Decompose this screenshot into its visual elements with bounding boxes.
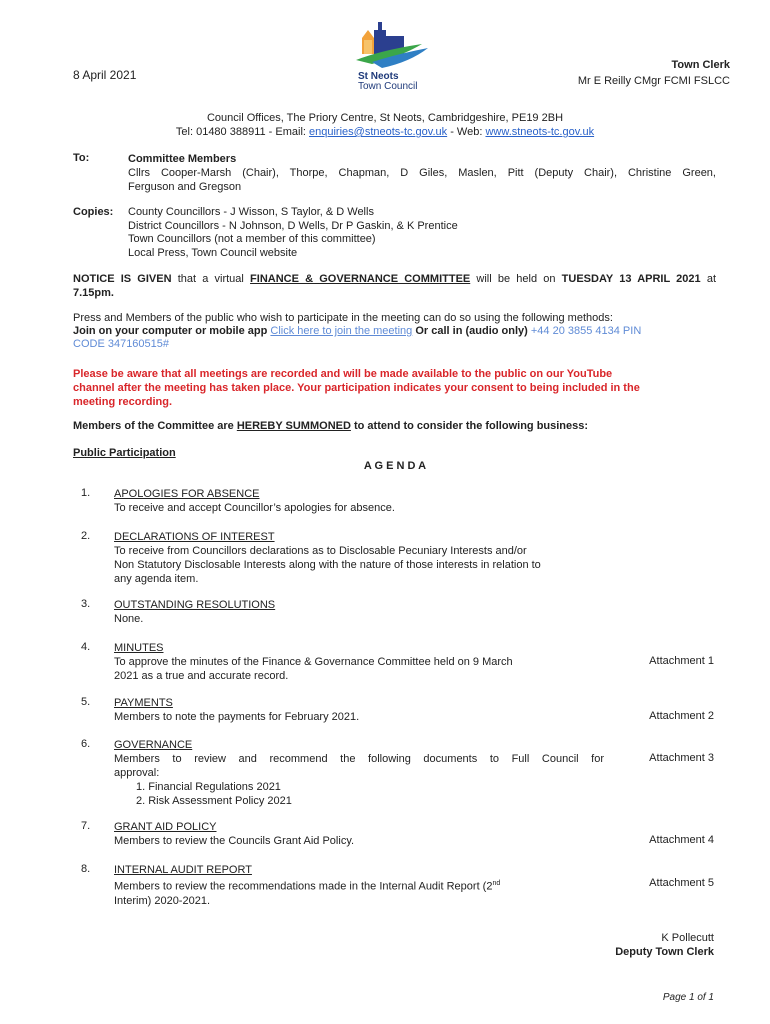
item-number: 1.	[81, 487, 91, 499]
email-link[interactable]: enquiries@stneots-tc.gov.uk	[309, 126, 448, 138]
committee-name: FINANCE & GOVERNANCE COMMITTEE	[250, 273, 471, 285]
logo-name: St Neots	[358, 71, 399, 82]
press-block	[73, 312, 723, 351]
press-line: Press and Members of the public who wish to participate in the meeting can do so using the following methods:	[73, 312, 613, 324]
item-text: Members to review the Councils Grant Aid Policy.	[114, 835, 355, 847]
item-number: 8.	[81, 863, 91, 875]
item-number: 2.	[81, 530, 91, 542]
attachment-label: Attachment 4	[649, 834, 714, 846]
copies-line: Town Councillors (not a member of this committee)	[128, 233, 376, 245]
clerk-title: Town Clerk	[671, 59, 730, 71]
attachment-label: Attachment 1	[649, 655, 714, 667]
item-title: GRANT AID POLICY	[114, 821, 217, 833]
notice-line	[73, 272, 716, 286]
notice-text: that a virtual	[171, 273, 251, 285]
item-title: APOLOGIES FOR ABSENCE	[114, 488, 260, 500]
contact-line	[0, 125, 770, 139]
summons-line	[73, 420, 588, 432]
join-line	[73, 325, 723, 338]
item-number: 3.	[81, 598, 91, 610]
item-body	[114, 696, 604, 724]
summons-text: Members of the Committee are	[73, 420, 237, 432]
item-text: Members to note the payments for February 2021.	[114, 711, 360, 723]
pin-code: CODE 347160515#	[73, 338, 170, 350]
notice-text: will be held on	[470, 273, 562, 285]
website-link[interactable]: www.stneots-tc.gov.uk	[485, 126, 595, 138]
item-body	[114, 598, 604, 626]
item-title: MINUTES	[114, 642, 164, 654]
address-line: Council Offices, The Priory Centre, St Neots, Cambridgeshire, PE19 2BH	[206, 112, 564, 124]
item-text-part: Members to review the recommendations made in the Internal Audit Report (2	[114, 880, 493, 893]
call-text: Or call in (audio only)	[415, 325, 528, 337]
summons-text: to attend to consider the following business:	[350, 420, 589, 432]
item-text: To receive and accept Councillor’s apologies for absence.	[114, 502, 395, 514]
signatory-name: K Pollecutt	[661, 932, 714, 944]
item-number: 7.	[81, 820, 91, 832]
address-block	[0, 111, 770, 139]
item-title: GOVERNANCE	[114, 739, 193, 751]
council-logo	[352, 20, 432, 92]
item-text: To approve the minutes of the Finance & Governance Committee held on 9 March	[114, 656, 513, 668]
to-label: To:	[73, 152, 90, 164]
warning-line: meeting recording.	[73, 396, 173, 408]
hereby-summoned: HEREBY SUMMONED	[236, 420, 351, 432]
church-logo-icon	[352, 20, 432, 70]
copies-block	[128, 206, 458, 260]
meeting-date: TUESDAY 13 APRIL 2021	[561, 273, 701, 285]
logo-subname: Town Council	[358, 81, 418, 92]
page-number: Page 1 of 1	[662, 992, 714, 1003]
item-number: 6.	[81, 738, 91, 750]
item-title: INTERNAL AUDIT REPORT	[114, 864, 252, 876]
attachment-label: Attachment 3	[649, 752, 714, 764]
item-number: 4.	[81, 641, 91, 653]
join-meeting-link[interactable]: Click here to join the meeting	[270, 325, 413, 337]
recording-warning	[73, 367, 723, 409]
item-body	[114, 820, 604, 848]
letter-date: 8 April 2021	[73, 68, 137, 82]
item-number: 5.	[81, 696, 91, 708]
to-block	[128, 152, 716, 194]
signature-block	[615, 931, 714, 959]
agenda-title: A G E N D A	[363, 460, 427, 472]
notice-text: at	[700, 273, 717, 285]
item-text: Members to review and recommend the following documents to Full Council for	[114, 753, 604, 765]
item-body	[114, 738, 604, 808]
attachment-label: Attachment 2	[649, 710, 714, 722]
notice-given: NOTICE IS GIVEN	[73, 273, 172, 285]
item-body	[114, 863, 604, 908]
copies-label: Copies:	[73, 206, 114, 218]
ordinal-suffix: nd	[492, 880, 501, 887]
tel-text: Tel: 01480 388911 - Email:	[175, 126, 310, 138]
item-text: To receive from Councillors declarations as to Disclosable Pecuniary Interests and/or	[114, 545, 527, 557]
to-line-1: Cllrs Cooper-Marsh (Chair), Thorpe, Chapman, D Giles, Maslen, Pitt (Deputy Chair), Christine Green,	[128, 167, 716, 179]
copies-line: District Councillors - N Johnson, D Wells, Dr P Gaskin, & K Prentice	[128, 219, 458, 232]
item-body	[114, 641, 604, 683]
item-title: PAYMENTS	[114, 697, 173, 709]
join-text: Join on your computer or mobile app	[73, 325, 268, 337]
meeting-time: 7.15pm.	[73, 287, 114, 299]
sub-item: 2. Risk Assessment Policy 2021	[136, 795, 292, 807]
copies-line: Local Press, Town Council website	[128, 246, 298, 259]
public-participation: Public Participation	[73, 447, 176, 459]
to-line-2: Ferguson and Gregson	[128, 181, 242, 193]
warning-line: channel after the meeting has taken place. Your participation indicates your consent to being included in the	[73, 382, 640, 394]
item-text	[114, 877, 604, 894]
item-body	[114, 487, 604, 515]
copies-line: County Councillors - J Wisson, S Taylor, & D Wells	[128, 206, 374, 218]
attachment-label: Attachment 5	[649, 877, 714, 889]
clerk-block	[578, 57, 730, 89]
web-prefix: - Web:	[447, 126, 486, 138]
phone-number: +44 20 3855 4134 PIN	[530, 325, 642, 337]
item-text: Interim) 2020-2021.	[114, 894, 210, 907]
item-text: Non Statutory Disclosable Interests along with the nature of those interests in relation to	[114, 559, 541, 571]
signatory-title: Deputy Town Clerk	[615, 946, 714, 958]
to-heading: Committee Members	[128, 153, 237, 165]
warning-line: Please be aware that all meetings are recorded and will be made available to the public on our YouTube	[73, 368, 613, 380]
item-title: OUTSTANDING RESOLUTIONS	[114, 599, 276, 611]
sub-item: 1. Financial Regulations 2021	[136, 781, 281, 793]
item-text: 2021 as a true and accurate record.	[114, 670, 289, 682]
notice-block	[73, 272, 716, 300]
item-title: DECLARATIONS OF INTEREST	[114, 531, 275, 543]
item-text: approval:	[114, 767, 160, 779]
item-text: any agenda item.	[114, 573, 199, 585]
item-body	[114, 530, 604, 586]
clerk-name: Mr E Reilly CMgr FCMI FSLCC	[577, 75, 730, 87]
item-text: None.	[114, 613, 144, 625]
